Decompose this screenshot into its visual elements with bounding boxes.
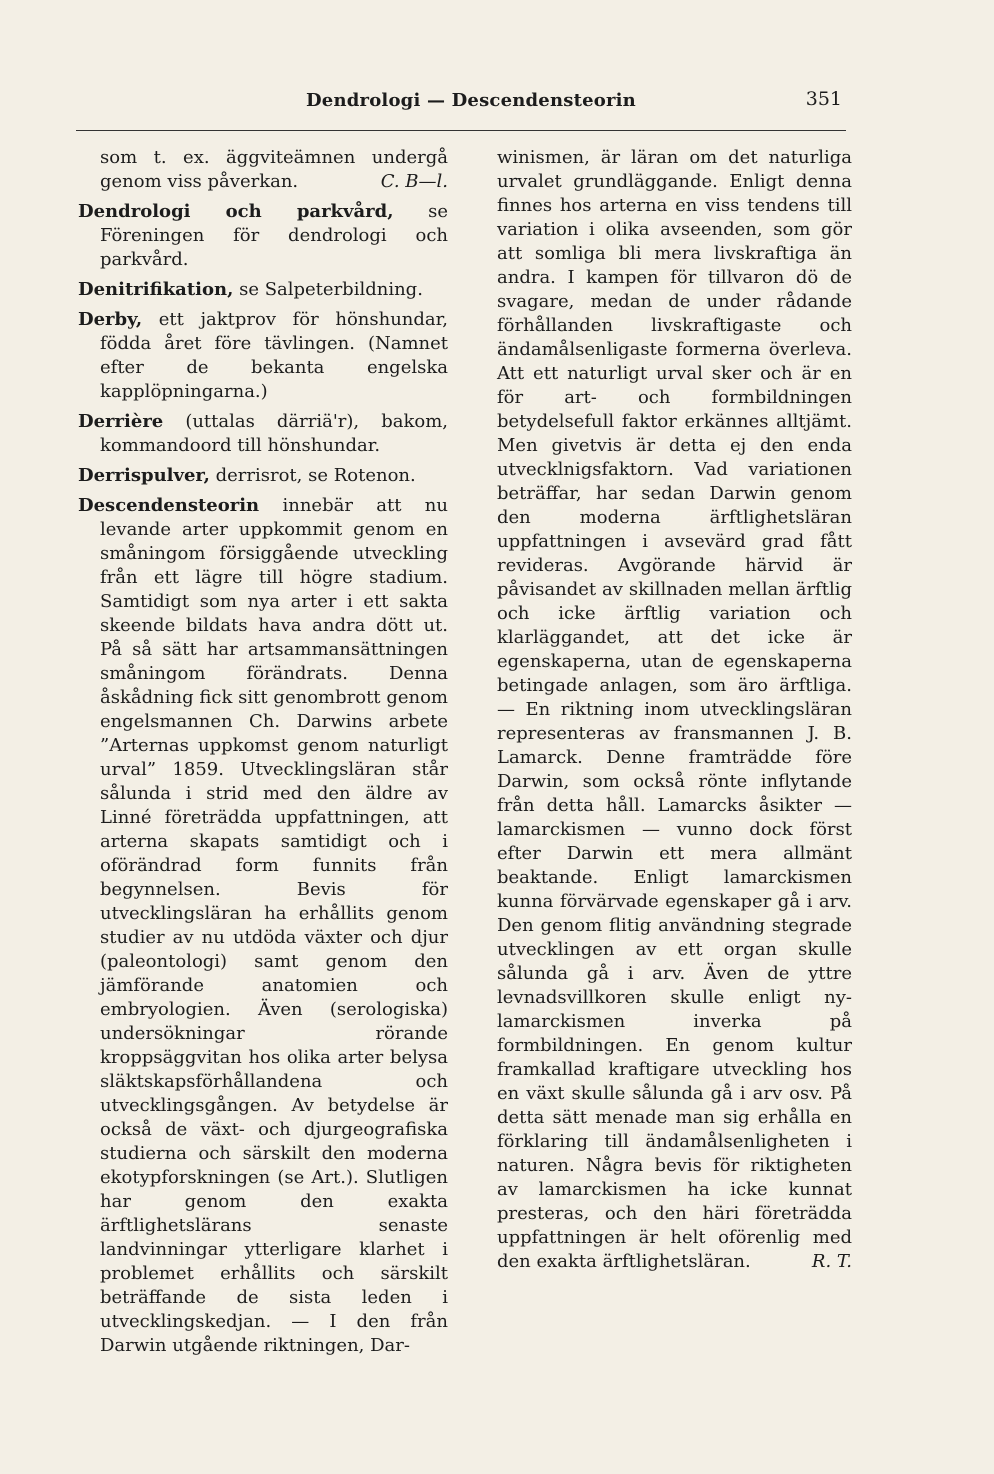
header-rule xyxy=(76,130,846,131)
entry-denitrifikation xyxy=(78,278,448,302)
entry-text: winismen, är läran om det naturliga urvalet grundläggande. Enligt denna finnes hos arterna en viss tendens till variation i olika avseenden, som gör att somliga bli mera livskraftiga än andra. I kampen för tillvaron dö de svagare, medan de under rådande förhållanden livskraftigaste och ändamålsenligaste formerna överleva. Att ett naturligt urval sker och är en för art- och formbildningen betydelsefull faktor erkännes alltjämt. Men givetvis är detta ej den enda utvecklnigsfaktorn. Vad variationen beträffar, har sedan Darwin genom den moderna ärftlighetsläran uppfattningen i avsevärd grad fått revideras. Avgörande härvid är påvisandet av skillnaden mellan ärftlig och icke ärftlig variation och klarläggandet, att det icke är egenskaperna, utan de egenskaperna betingade anlagen, som äro ärftliga. — En riktning inom utvecklingsläran representeras av fransmannen J. B. Lamarck. Denne framträdde före Darwin, som också rönte inflytande från detta håll. Lamarcks åsikter — lamarckismen — vunno dock först efter Darwin ett mera allmänt beaktande. Enligt lamarckismen kunna förvärvade egenskaper gå i arv. Den genom flitig användning stegrade utvecklingen av ett organ skulle sålunda gå i arv. Även de yttre levnadsvillkoren skulle enligt ny-lamarckismen inverka på formbildningen. En genom kultur framkallad kraftigare utveckling hos en växt skulle sålunda gå i arv osv. På detta sätt menade man sig erhålla en förklaring till ändamålsenligheten i naturen. Några bevis för riktigheten av lamarckismen ha icke kunnat presteras, och den häri företrädda uppfattningen är helt oförenlig med den exakta ärftlighetsläran. xyxy=(497,147,852,1272)
continued-text: som t. ex. äggviteämnen undergå genom viss påverkan. xyxy=(100,147,448,192)
entry-text: innebär att nu levande arter uppkommit genom en småningom försiggående utveckling från ett lägre till högre stadium. Samtidigt som nya arter i ett sakta skeende bildats hava andra dött ut. På så sätt har artsammansättningen småningom förändrats. Denna åskådning fick sitt genombrott genom engelsmannen Ch. Darwins arbete ”Arternas uppkomst genom naturligt urval” 1859. Utvecklingsläran står sålunda i strid med den äldre av Linné företrädda uppfattningen, att arterna skapats samtidigt och i oförändrad form funnits från begynnelsen. Bevis för utvecklingsläran ha erhållits genom studier av nu utdöda växter och djur (paleontologi) samt genom den jämförande anatomien och embryologien. Även (serologiska) undersökningar rörande kroppsäggvitan hos olika arter belysa släktskapsförhållandena och utvecklingsgången. Av betydelse är också de växt- och djurgeografiska studierna och särskilt den moderna ekotypforskningen (se Art.). Slutligen har genom den exakta ärftlighetslärans senaste landvinningar ytterligare klarhet i problemet erhållits och särskilt beträffande de sista leden i utvecklingskedjan. — I den från Darwin utgående riktningen, Dar- xyxy=(100,495,448,1356)
entry-headword: Derrispulver, xyxy=(78,465,210,486)
entry-descendensteorin xyxy=(78,494,448,1358)
author-signature: C. B—l. xyxy=(380,171,448,192)
continued-entry xyxy=(78,146,448,194)
entry-headword: Descendensteorin xyxy=(78,495,260,516)
entry-derrispulver xyxy=(78,464,448,488)
entry-headword: Derby, xyxy=(78,309,143,330)
running-head: Dendrologi — Descendensteorin xyxy=(306,90,636,111)
page-number: 351 xyxy=(805,88,842,110)
entry-derriere xyxy=(78,410,448,458)
page-header xyxy=(76,90,846,120)
right-column xyxy=(497,146,852,1280)
entry-text: se Föreningen för dendrologi och parkvård. xyxy=(100,201,448,270)
left-column xyxy=(78,146,448,1364)
entry-headword: Derrière xyxy=(78,411,164,432)
continued-entry-descendensteorin xyxy=(497,146,852,1274)
entry-headword: Denitrifikation, xyxy=(78,279,234,300)
entry-dendrologi xyxy=(78,200,448,272)
author-signature: R. T. xyxy=(811,1251,852,1272)
entry-headword: Dendrologi och parkvård, xyxy=(78,201,394,222)
entry-text: (uttalas därriä'r), bakom, kommandoord till hönshundar. xyxy=(100,411,448,456)
entry-text: se Salpeterbildning. xyxy=(233,279,423,300)
entry-derby xyxy=(78,308,448,404)
entry-text: ett jaktprov för hönshundar, födda året före tävlingen. (Namnet efter de bekanta engelska kapplöpningarna.) xyxy=(100,309,448,402)
entry-text: derrisrot, se Rotenon. xyxy=(209,465,416,486)
